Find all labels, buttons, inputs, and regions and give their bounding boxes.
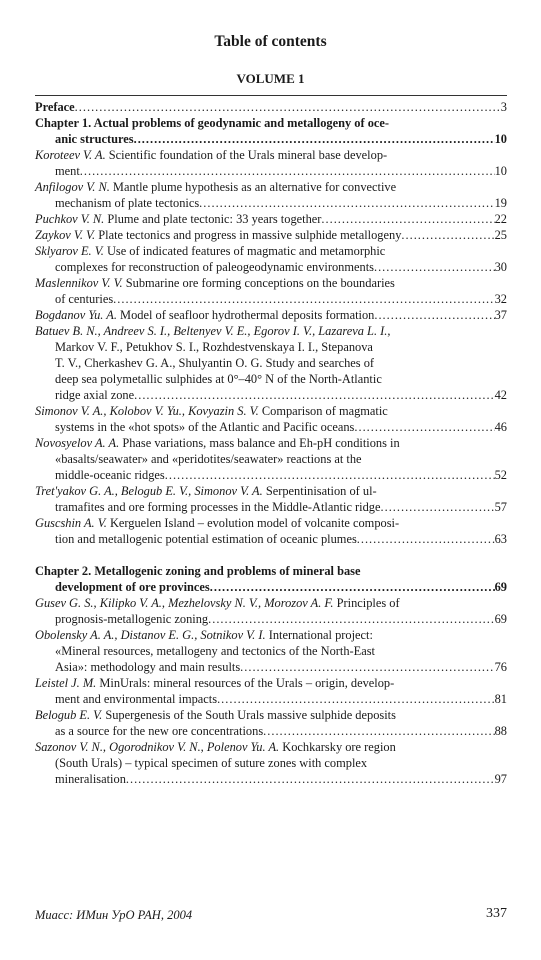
entry-page-number: 22	[494, 212, 507, 226]
entry-title: Supergenesis of the South Urals massive sulphide deposits	[105, 708, 396, 722]
entry-text	[35, 484, 377, 498]
toc-entry-paper[interactable]	[35, 211, 507, 227]
leader-dots	[321, 211, 494, 227]
entry-title: Preface	[35, 100, 75, 114]
entry-text	[55, 611, 208, 627]
entry-title: Model of seafloor hydrothermal deposits formation	[120, 308, 375, 322]
toc-entry-paper[interactable]	[35, 403, 507, 435]
entry-text	[35, 740, 396, 754]
entry-continuation-line	[35, 291, 507, 307]
entry-continuation-line	[35, 387, 507, 403]
entry-title: T. V., Cherkashev G. A., Shulyantin O. G. Study and searches of	[55, 356, 375, 370]
entry-continuation-line	[35, 339, 507, 355]
entry-continuation-line	[35, 611, 507, 627]
entry-title: mechanism of plate tectonics	[55, 196, 200, 210]
entry-continuation-line	[35, 195, 507, 211]
entry-page-number: 10	[494, 132, 507, 146]
entry-title: deep sea polymetallic sulphides at 0°–40° N of the North-Atlantic	[55, 372, 382, 386]
entry-page-number: 42	[494, 388, 507, 402]
leader-dots	[401, 227, 494, 243]
entry-first-line	[35, 563, 507, 579]
entry-text	[35, 99, 75, 115]
leader-dots	[80, 163, 495, 179]
entry-first-line	[35, 99, 507, 115]
entry-title: tion and metallogenic potential estimation of oceanic plumes	[55, 532, 357, 546]
toc-entry-paper[interactable]	[35, 515, 507, 547]
entry-title: anic structures	[55, 132, 134, 146]
entry-text	[55, 644, 375, 658]
leader-dots	[217, 691, 495, 707]
entry-text	[55, 723, 263, 739]
page-title: Table of contents	[214, 33, 327, 50]
entry-first-line	[35, 675, 507, 691]
entry-title: ment	[55, 164, 80, 178]
toc-entry-paper[interactable]	[35, 595, 507, 627]
entry-title: (South Urals) – typical specimen of suture zones with complex	[55, 756, 368, 770]
entry-text	[55, 419, 354, 435]
entry-page-number: 19	[494, 196, 507, 210]
entry-text	[35, 307, 374, 323]
entry-text	[55, 291, 113, 307]
entry-continuation-line	[35, 723, 507, 739]
section-gap	[35, 547, 507, 563]
toc-entry-paper[interactable]	[35, 675, 507, 707]
entry-text	[55, 259, 374, 275]
entry-continuation-line	[35, 371, 507, 387]
entry-continuation-line	[35, 659, 507, 675]
entry-text	[55, 756, 367, 770]
entry-title: mineralisation	[55, 772, 126, 786]
entry-authors: Obolensky A. A., Distanov E. G., Sotnikov V. I.	[35, 628, 266, 642]
entry-continuation-line	[35, 771, 507, 787]
publisher-line: Миасс: ИМин УрО РАН, 2004	[35, 908, 193, 922]
page-number: 337	[486, 906, 507, 921]
entry-authors: Guscshin A. V.	[35, 516, 107, 530]
entry-page-number: 46	[494, 420, 507, 434]
toc-entry-paper[interactable]	[35, 707, 507, 739]
toc-entry-chapter[interactable]	[35, 563, 507, 595]
entry-page-number: 97	[494, 772, 507, 786]
entry-text	[55, 195, 199, 211]
leader-dots	[126, 771, 495, 787]
entry-first-line	[35, 211, 507, 227]
entry-page-number: 76	[494, 660, 507, 674]
entry-title: Kochkarsky ore region	[282, 740, 396, 754]
entry-title: Submarine ore forming conceptions on the boundaries	[125, 276, 395, 290]
entry-authors: Novosyelov A. A.	[35, 436, 120, 450]
entry-text	[35, 564, 360, 578]
toc-entry-paper[interactable]	[35, 323, 507, 403]
entry-text	[55, 452, 362, 466]
entry-title: Chapter 1. Actual problems of geodynamic and metallogeny of oce-	[35, 116, 390, 130]
entry-continuation-line	[35, 467, 507, 483]
entry-first-line	[35, 515, 507, 531]
toc-entry-paper[interactable]	[35, 483, 507, 515]
entry-title: Serpentinisation of ul-	[265, 484, 377, 498]
entry-authors: Zaykov V. V.	[35, 228, 96, 242]
toc-entry-preface[interactable]	[35, 99, 507, 115]
entry-authors: Batuev B. N., Andreev S. I., Beltenyev V. E., Egorov I. V., Lazareva L. I.,	[35, 324, 391, 338]
entry-first-line	[35, 483, 507, 499]
leader-dots	[210, 579, 495, 595]
entry-page-number: 3	[500, 100, 507, 114]
entry-title: Comparison of magmatic	[261, 404, 388, 418]
toc-entry-paper[interactable]	[35, 435, 507, 483]
entry-first-line	[35, 147, 507, 163]
leader-dots	[75, 99, 501, 115]
entry-title: middle-oceanic ridges	[55, 468, 165, 482]
entry-page-number: 69	[494, 580, 507, 594]
entry-authors: Gusev G. S., Kilipko V. A., Mezhelovsky N. V., Morozov A. F.	[35, 596, 334, 610]
leader-dots	[199, 195, 494, 211]
entry-text	[55, 467, 165, 483]
entry-first-line	[35, 115, 507, 131]
entry-first-line	[35, 307, 507, 323]
entry-text	[35, 404, 388, 418]
leader-dots	[374, 307, 494, 323]
leader-dots	[374, 259, 495, 275]
entry-text	[35, 148, 387, 162]
entry-first-line	[35, 275, 507, 291]
leader-dots	[381, 499, 495, 515]
entry-page-number: 63	[494, 532, 507, 546]
entry-title: «Mineral resources, metallogeny and tectonics of the North-East	[55, 644, 375, 658]
entry-title: International project:	[268, 628, 373, 642]
entry-first-line	[35, 323, 507, 339]
entry-text	[55, 531, 357, 547]
entry-page-number: 69	[494, 612, 507, 626]
entry-authors: Sklyarov E. V.	[35, 244, 104, 258]
entry-title: ment and environmental impacts	[55, 692, 218, 706]
entry-first-line	[35, 627, 507, 643]
entry-authors: Sazonov V. N., Ogorodnikov V. N., Polenov Yu. A.	[35, 740, 280, 754]
entry-page-number: 30	[494, 260, 507, 274]
entry-authors: Koroteev V. A.	[35, 148, 106, 162]
entry-title: Phase variations, mass balance and Eh-pH conditions in	[122, 436, 400, 450]
entry-text	[55, 372, 382, 386]
entry-continuation-line	[35, 579, 507, 595]
entry-title: Markov V. F., Petukhov S. I., Rozhdestvenskaya I. I., Stepanova	[55, 340, 373, 354]
entry-text	[55, 771, 126, 787]
entry-continuation-line	[35, 451, 507, 467]
table-of-contents	[35, 99, 507, 787]
entry-text	[55, 579, 210, 595]
leader-dots	[240, 659, 494, 675]
entry-page-number: 57	[494, 500, 507, 514]
entry-authors: Maslennikov V. V.	[35, 276, 123, 290]
leader-dots	[134, 131, 495, 147]
entry-text	[35, 211, 321, 227]
toc-entry-paper[interactable]	[35, 179, 507, 211]
entry-continuation-line	[35, 163, 507, 179]
entry-title: ridge axial zone	[55, 388, 135, 402]
entry-text	[35, 708, 396, 722]
entry-continuation-line	[35, 131, 507, 147]
entry-continuation-line	[35, 691, 507, 707]
entry-first-line	[35, 227, 507, 243]
entry-authors: Leistel J. M.	[35, 676, 97, 690]
entry-text	[55, 131, 134, 147]
entry-authors: Anfilogov V. N.	[35, 180, 110, 194]
entry-first-line	[35, 243, 507, 259]
entry-text	[35, 276, 395, 290]
entry-first-line	[35, 179, 507, 195]
entry-first-line	[35, 403, 507, 419]
entry-title: Mantle plume hypothesis as an alternative for convective	[112, 180, 397, 194]
entry-text	[55, 691, 217, 707]
entry-continuation-line	[35, 755, 507, 771]
leader-dots	[208, 611, 494, 627]
entry-title: Principles of	[336, 596, 400, 610]
entry-text	[55, 659, 240, 675]
entry-text	[35, 436, 400, 450]
entry-title: MinUrals: mineral resources of the Urals – origin, develop-	[99, 676, 395, 690]
entry-title: Plume and plate tectonic: 33 years together	[107, 212, 322, 226]
entry-title: Use of indicated features of magmatic and metamorphic	[106, 244, 386, 258]
entry-title: complexes for reconstruction of paleogeodynamic environments	[55, 260, 374, 274]
entry-text	[55, 163, 80, 179]
toc-entry-paper[interactable]	[35, 275, 507, 307]
entry-continuation-line	[35, 531, 507, 547]
entry-page-number: 25	[494, 228, 507, 242]
entry-title: of centuries	[55, 292, 114, 306]
entry-continuation-line	[35, 259, 507, 275]
entry-title: Plate tectonics and progress in massive sulphide metallogeny	[98, 228, 402, 242]
entry-page-number: 88	[494, 724, 507, 738]
entry-first-line	[35, 739, 507, 755]
toc-entry-paper[interactable]	[35, 627, 507, 675]
entry-text	[35, 116, 389, 130]
entry-title: Kerguelen Island – evolution model of volcanite composi-	[109, 516, 400, 530]
entry-page-number: 52	[494, 468, 507, 482]
entry-authors: Tret'yakov G. A., Belogub E. V., Simonov V. A.	[35, 484, 263, 498]
entry-continuation-line	[35, 499, 507, 515]
entry-text	[55, 387, 134, 403]
top-rule	[35, 95, 507, 96]
entry-text	[35, 596, 400, 610]
entry-first-line	[35, 435, 507, 451]
entry-text	[35, 516, 399, 530]
entry-text	[35, 676, 394, 690]
entry-text	[55, 340, 373, 354]
entry-page-number: 37	[494, 308, 507, 322]
entry-text	[35, 628, 373, 642]
leader-dots	[113, 291, 494, 307]
entry-page-number: 10	[494, 164, 507, 178]
leader-dots	[263, 723, 494, 739]
entry-text	[35, 324, 390, 338]
entry-text	[35, 227, 401, 243]
entry-title: Scientific foundation of the Urals mineral base develop-	[108, 148, 388, 162]
entry-title: Asia»: methodology and main results	[55, 660, 241, 674]
entry-title: development of ore provinces	[55, 580, 210, 594]
entry-page-number: 32	[494, 292, 507, 306]
entry-continuation-line	[35, 643, 507, 659]
entry-page-number: 81	[494, 692, 507, 706]
leader-dots	[134, 387, 494, 403]
entry-title: systems in the «hot spots» of the Atlantic and Pacific oceans	[55, 420, 355, 434]
entry-authors: Simonov V. A., Kolobov V. Yu., Kovyazin S. V.	[35, 404, 259, 418]
entry-first-line	[35, 707, 507, 723]
entry-title: prognosis-metallogenic zoning	[55, 612, 209, 626]
entry-text	[35, 180, 396, 194]
entry-title: tramafites and ore forming processes in the Middle-Atlantic ridge	[55, 500, 381, 514]
toc-entry-paper[interactable]	[35, 243, 507, 275]
entry-title: as a source for the new ore concentrations	[55, 724, 264, 738]
entry-authors: Bogdanov Yu. A.	[35, 308, 117, 322]
entry-title: «basalts/seawater» and «peridotites/seawater» reactions at the	[55, 452, 362, 466]
leader-dots	[354, 419, 494, 435]
leader-dots	[357, 531, 495, 547]
entry-title: Chapter 2. Metallogenic zoning and problems of mineral base	[35, 564, 361, 578]
entry-text	[55, 499, 381, 515]
entry-text	[55, 356, 374, 370]
toc-entry-paper[interactable]	[35, 147, 507, 179]
toc-entry-paper[interactable]	[35, 227, 507, 243]
toc-entry-paper[interactable]	[35, 739, 507, 787]
entry-authors: Puchkov V. N.	[35, 212, 105, 226]
toc-entry-paper[interactable]	[35, 307, 507, 323]
entry-authors: Belogub E. V.	[35, 708, 103, 722]
entry-text	[35, 244, 385, 258]
leader-dots	[165, 467, 495, 483]
entry-continuation-line	[35, 355, 507, 371]
entry-first-line	[35, 595, 507, 611]
entry-continuation-line	[35, 419, 507, 435]
toc-entry-chapter[interactable]	[35, 115, 507, 147]
volume-heading: VOLUME 1	[236, 71, 305, 86]
